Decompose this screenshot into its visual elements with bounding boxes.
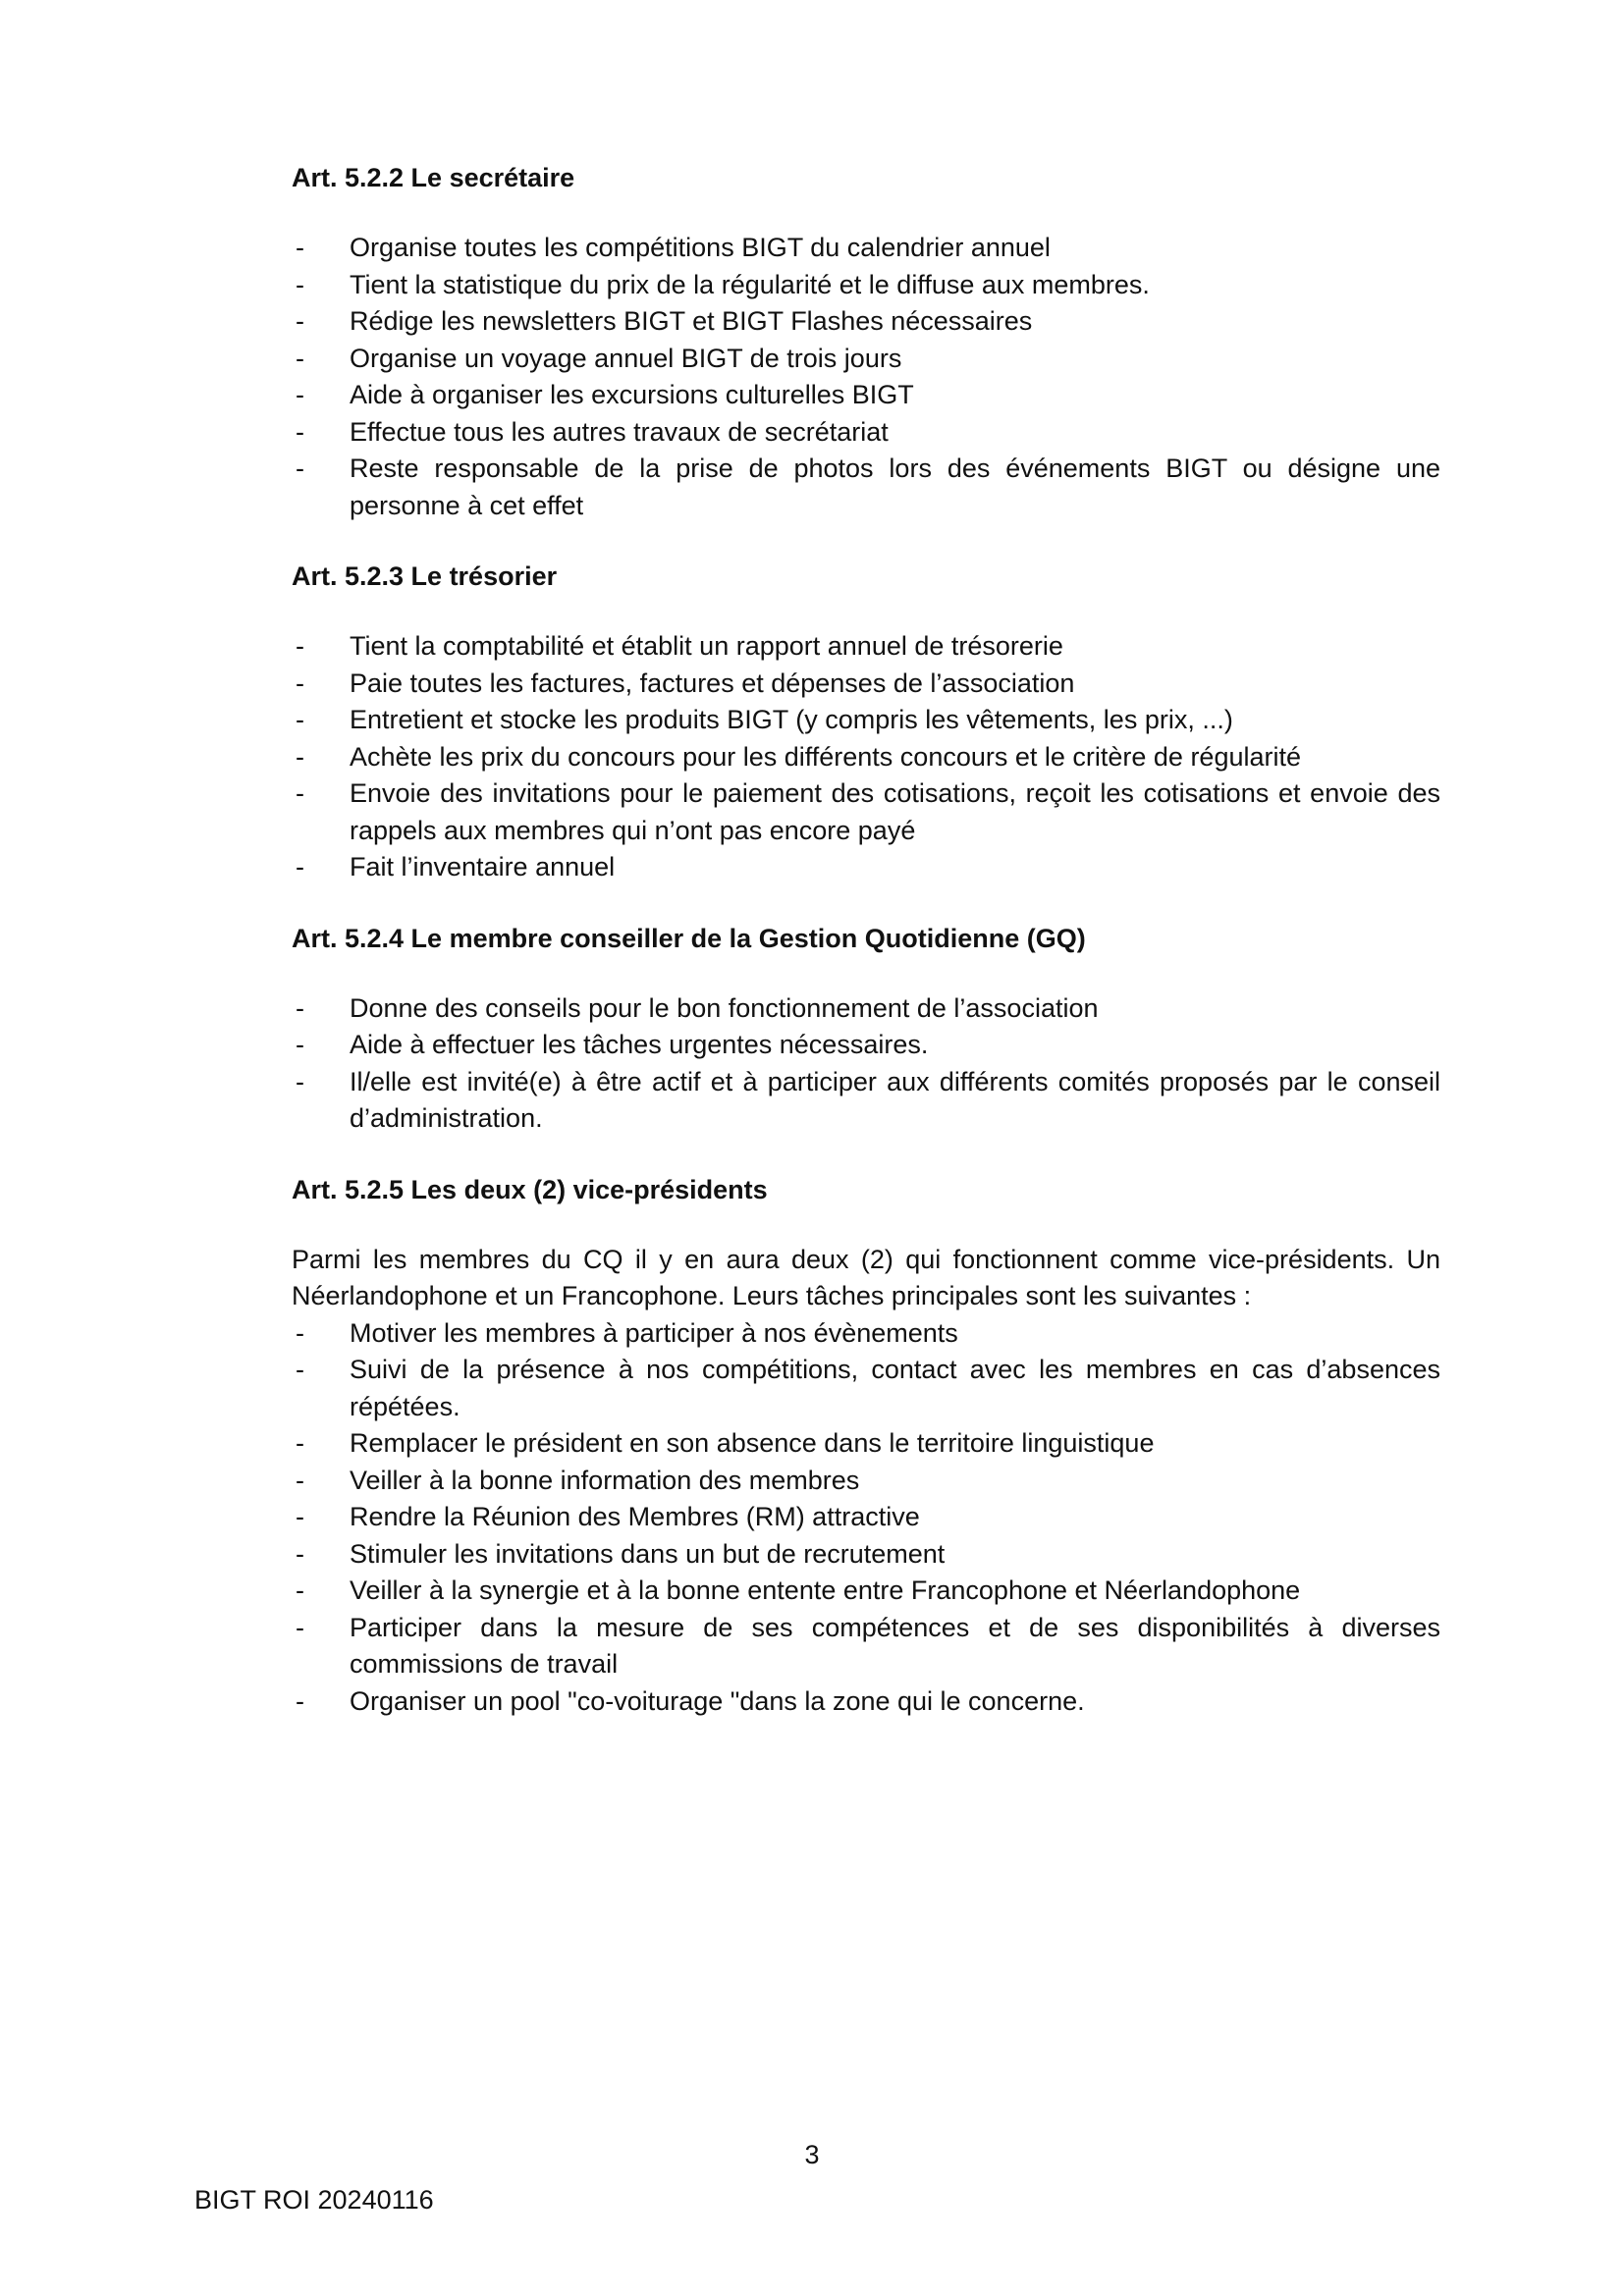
list-item <box>292 739 1440 776</box>
list-item <box>292 849 1440 886</box>
list-item-text: Motiver les membres à participer à nos évènements <box>350 1317 958 1348</box>
list-item-text: Rédige les newsletters BIGT et BIGT Flashes nécessaires <box>350 306 1033 336</box>
bullet-dash: - <box>296 1502 304 1531</box>
list-item-text: Tient la comptabilité et établit un rapport annuel de trésorerie <box>350 631 1063 661</box>
bullet-dash: - <box>296 705 304 734</box>
list-item-text: Organiser un pool "co-voiturage "dans la zone qui le concerne. <box>350 1685 1085 1716</box>
list-item <box>292 666 1440 703</box>
bullet-dash: - <box>296 1612 304 1642</box>
list-item-text: Participer dans la mesure de ses compétences et de ses disponibilités à diverses commissions de travail <box>350 1612 1440 1679</box>
list-item <box>292 1683 1440 1721</box>
task-list <box>292 1315 1440 1721</box>
document-reference: BIGT ROI 20240116 <box>194 2185 434 2215</box>
section-vice-presidents <box>292 1171 1440 1721</box>
task-list <box>292 230 1440 524</box>
list-item <box>292 775 1440 849</box>
list-item <box>292 628 1440 666</box>
bullet-dash: - <box>296 343 304 373</box>
bullet-dash: - <box>296 1355 304 1384</box>
list-item <box>292 1610 1440 1683</box>
list-item <box>292 230 1440 267</box>
bullet-dash: - <box>296 1317 304 1348</box>
section-membre-conseiller <box>292 920 1440 1138</box>
section-tresorier <box>292 558 1440 886</box>
list-item <box>292 414 1440 452</box>
bullet-dash: - <box>296 380 304 409</box>
bullet-dash: - <box>296 1465 304 1495</box>
list-item <box>292 1352 1440 1425</box>
section-intro: Parmi les membres du CQ il y en aura deux (2) qui fonctionnent comme vice-présidents. Un Néerlandophone et un Francophone. Leurs tâches principales sont les suivantes : <box>292 1244 1440 1310</box>
bullet-dash: - <box>296 631 304 661</box>
list-item-text: Achète les prix du concours pour les différents concours et le critère de régularité <box>350 741 1302 772</box>
list-item-text: Reste responsable de la prise de photos lors des événements BIGT ou désigne une personne à cet effet <box>350 454 1440 520</box>
list-item <box>292 303 1440 341</box>
bullet-dash: - <box>296 1685 304 1716</box>
list-item-text: Entretient et stocke les produits BIGT (y compris les vêtements, les prix, ...) <box>350 705 1233 734</box>
list-item <box>292 1536 1440 1574</box>
list-item-text: Fait l’inventaire annuel <box>350 852 616 881</box>
task-list <box>292 628 1440 886</box>
bullet-dash: - <box>296 269 304 299</box>
list-item-text: Aide à effectuer les tâches urgentes nécessaires. <box>350 1030 929 1059</box>
bullet-dash: - <box>296 233 304 262</box>
list-item-text: Organise toutes les compétitions BIGT du calendrier annuel <box>350 233 1051 262</box>
list-item-text: Veiller à la synergie et à la bonne entente entre Francophone et Néerlandophone <box>350 1575 1301 1605</box>
bullet-dash: - <box>296 1428 304 1458</box>
bullet-dash: - <box>296 1538 304 1569</box>
list-item-text: Tient la statistique du prix de la régularité et le diffuse aux membres. <box>350 269 1150 299</box>
list-item-text: Veiller à la bonne information des membres <box>350 1465 860 1495</box>
bullet-dash: - <box>296 992 304 1023</box>
bullet-dash: - <box>296 1575 304 1605</box>
bullet-dash: - <box>296 1066 304 1096</box>
page-content <box>292 159 1440 1753</box>
list-item-text: Organise un voyage annuel BIGT de trois jours <box>350 343 902 373</box>
list-item <box>292 341 1440 378</box>
list-item <box>292 1425 1440 1463</box>
list-item <box>292 702 1440 739</box>
list-item <box>292 1463 1440 1500</box>
section-heading: Art. 5.2.5 Les deux (2) vice-présidents <box>292 1174 768 1204</box>
bullet-dash: - <box>296 454 304 483</box>
list-item <box>292 267 1440 304</box>
section-heading: Art. 5.2.2 Le secrétaire <box>292 163 575 192</box>
page-number: 3 <box>804 2140 820 2169</box>
section-secretaire <box>292 159 1440 524</box>
list-item-text: Il/elle est invité(e) à être actif et à participer aux différents comités proposés par le conseil d’administration. <box>350 1066 1440 1133</box>
bullet-dash: - <box>296 306 304 336</box>
list-item <box>292 1027 1440 1064</box>
task-list <box>292 990 1440 1138</box>
list-item <box>292 990 1440 1028</box>
list-item <box>292 1573 1440 1610</box>
bullet-dash: - <box>296 852 304 881</box>
list-item-text: Paie toutes les factures, factures et dépenses de l’association <box>350 667 1075 698</box>
bullet-dash: - <box>296 741 304 772</box>
bullet-dash: - <box>296 667 304 698</box>
list-item <box>292 1499 1440 1536</box>
list-item-text: Rendre la Réunion des Membres (RM) attractive <box>350 1502 920 1531</box>
bullet-dash: - <box>296 778 304 808</box>
list-item-text: Stimuler les invitations dans un but de recrutement <box>350 1538 946 1569</box>
list-item-text: Remplacer le président en son absence dans le territoire linguistique <box>350 1428 1155 1458</box>
bullet-dash: - <box>296 416 304 447</box>
list-item <box>292 451 1440 524</box>
list-item <box>292 377 1440 414</box>
list-item-text: Donne des conseils pour le bon fonctionnement de l’association <box>350 992 1099 1023</box>
list-item <box>292 1315 1440 1353</box>
bullet-dash: - <box>296 1030 304 1059</box>
section-heading: Art. 5.2.3 Le trésorier <box>292 561 558 591</box>
list-item-text: Suivi de la présence à nos compétitions, contact avec les membres en cas d’absences répétées. <box>350 1355 1440 1421</box>
list-item-text: Aide à organiser les excursions culturelles BIGT <box>350 380 914 409</box>
list-item-text: Effectue tous les autres travaux de secrétariat <box>350 416 889 447</box>
list-item-text: Envoie des invitations pour le paiement des cotisations, reçoit les cotisations et envoie des rappels aux membres qui n’ont pas encore payé <box>350 778 1440 845</box>
section-heading: Art. 5.2.4 Le membre conseiller de la Gestion Quotidienne (GQ) <box>292 923 1086 953</box>
list-item <box>292 1064 1440 1138</box>
